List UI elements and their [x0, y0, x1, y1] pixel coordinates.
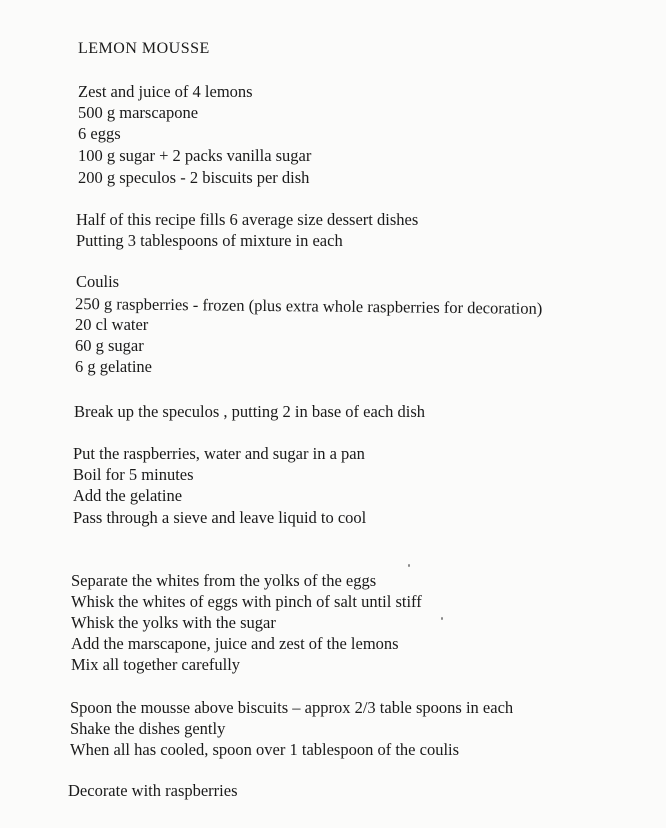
step-mousse-line: Add the marscapone, juice and zest of the lemons — [71, 634, 399, 653]
step-coulis-line: Boil for 5 minutes — [73, 465, 194, 484]
scan-speck — [441, 617, 443, 620]
ingredient-line: 100 g sugar + 2 packs vanilla sugar — [78, 146, 312, 165]
step-assembly-line: When all has cooled, spoon over 1 tablespoon of the coulis — [70, 740, 460, 759]
step-mousse-line: Whisk the yolks with the sugar — [71, 613, 276, 632]
ingredient-line: 500 g marscapone — [78, 103, 199, 122]
step-decorate-line: Decorate with raspberries — [68, 781, 238, 800]
coulis-heading: Coulis — [76, 272, 120, 291]
coulis-item: 250 g raspberries - frozen (plus extra whole raspberries for decoration) — [74, 294, 543, 318]
coulis-item: 20 cl water — [75, 315, 149, 334]
step-mousse-line: Mix all together carefully — [71, 655, 241, 674]
scan-speck — [408, 564, 410, 567]
recipe-title: LEMON MOUSSE — [78, 40, 210, 57]
step-assembly-line: Shake the dishes gently — [70, 719, 226, 738]
step-coulis-line: Pass through a sieve and leave liquid to cool — [73, 508, 367, 527]
yield-note-line: Half of this recipe fills 6 average size dessert dishes — [76, 210, 419, 229]
yield-note-line: Putting 3 tablespoons of mixture in each — [76, 231, 343, 250]
ingredient-line: 6 eggs — [78, 124, 121, 143]
ingredient-line: 200 g speculos - 2 biscuits per dish — [78, 168, 310, 187]
ingredient-line: Zest and juice of 4 lemons — [78, 82, 253, 101]
step-coulis-line: Put the raspberries, water and sugar in a pan — [73, 444, 365, 463]
step-coulis-line: Add the gelatine — [73, 486, 183, 505]
step-mousse-line: Whisk the whites of eggs with pinch of salt until stiff — [71, 592, 422, 611]
coulis-item: 6 g gelatine — [75, 357, 152, 376]
step-biscuits-line: Break up the speculos , putting 2 in base of each dish — [74, 402, 426, 421]
step-assembly-line: Spoon the mousse above biscuits – approx 2/3 table spoons in each — [70, 698, 514, 717]
coulis-item: 60 g sugar — [75, 336, 144, 355]
step-mousse-line: Separate the whites from the yolks of the eggs — [71, 571, 377, 590]
